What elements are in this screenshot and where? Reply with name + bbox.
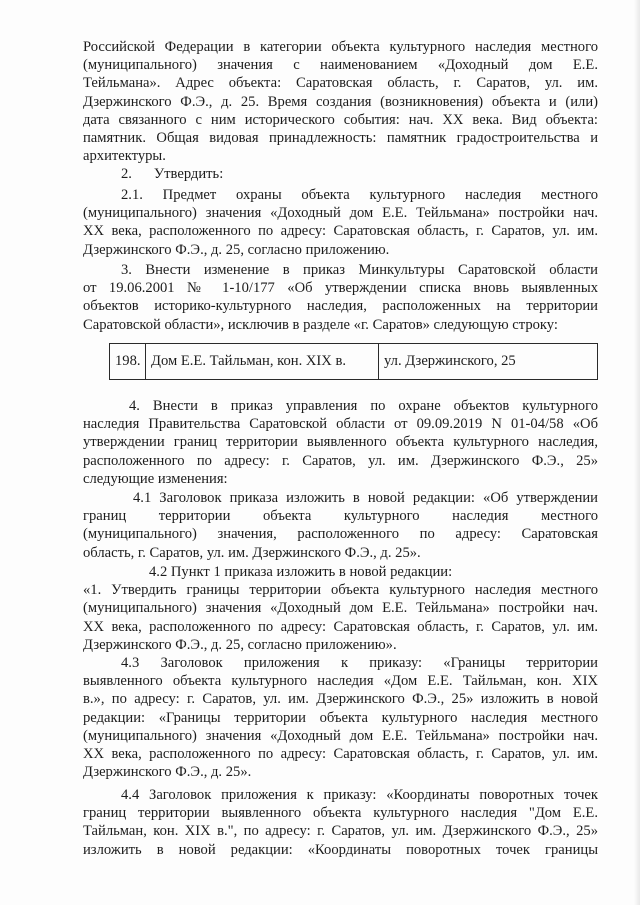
object-name-cell: Дом Е.Е. Тайльман, кон. XIX в. [146, 344, 379, 380]
text-line: дата связанного с ним исторического события: нач. XX века. Вид объекта: [83, 111, 598, 128]
text-line: «1. Утвердить границы территории объекта культурного наследия местного [83, 582, 598, 599]
text-line: XX века, расположенного по адресу: Саратовская область, г. Саратов, ул. им. [83, 746, 598, 763]
text-line: (муниципального) значения «Доходный дом Е.Е. Тейльмана» постройки нач. [83, 727, 598, 744]
text-line: Дзержинского Ф.Э., д. 25. Время создания (возникновения) объекта и (или) [83, 93, 598, 110]
text-line: 2.1. Предмет охраны объекта культурного наследия местного [121, 187, 598, 203]
text-line: Дзержинского Ф.Э., д. 25». [83, 764, 252, 781]
text-line: 2. Утвердить: [121, 166, 224, 182]
text-line: область, г. Саратов, ул. им. Дзержинского Ф.Э., д. 25». [83, 544, 421, 561]
text-line: утверждении границ территории выявленного объекта культурного наследия, [83, 434, 598, 451]
text-line: Российской Федерации в категории объекта культурного наследия местного [83, 39, 598, 55]
text-line: выявленного объекта культурного наследия «Дом Е.Е. Тайльман, кон. XIX [83, 673, 598, 690]
text-line: Саратовской области», исключив в разделе «г. Саратов» следующую строку: [83, 316, 558, 333]
text-line: Тейльмана». Адрес объекта: Саратовская область, г. Саратов, ул. им. [83, 75, 598, 92]
paragraph-item-2 [83, 165, 598, 183]
text-line: 4.4 Заголовок приложения к приказу: «Координаты поворотных точек [121, 787, 598, 803]
paragraph-object-description [83, 38, 598, 165]
text-line: расположенного по адресу: г. Саратов, ул. им. Дзержинского Ф.Э., 25» [83, 452, 598, 469]
text-line: следующие изменения: [83, 470, 228, 487]
text-line: редакции: «Границы территории объекта культурного наследия местного [83, 709, 598, 726]
text-line: границ территории объекта культурного наследия местного [83, 508, 598, 525]
object-address-cell: ул. Дзержинского, 25 [379, 344, 598, 380]
text-line: наследия Правительства Саратовской области от 09.09.2019 N 01-04/58 «Об [83, 416, 598, 433]
text-line: Тайльман, кон. XIX в.", по адресу: г. Саратов, ул. им. Дзержинского Ф.Э., 25» [83, 823, 598, 840]
text-line: 3. Внести изменение в приказ Минкультуры Саратовской области [121, 262, 598, 278]
text-line: архитектуры. [83, 148, 166, 165]
text-line: (муниципального) значения с наименованием «Доходный дом Е.Е. [83, 57, 598, 74]
text-line: 4.2 Пункт 1 приказа изложить в новой редакции: [149, 564, 453, 580]
paragraph-item-2-1 [83, 186, 598, 259]
text-line: XX века, расположенного по адресу: Саратовская область, г. Саратов, ул. им. [83, 618, 598, 635]
text-line: в.», по адресу: г. Саратов, ул. им. Дзержинского Ф.Э., 25» изложить в новой [83, 691, 598, 708]
text-line: Дзержинского Ф.Э., д. 25, согласно приложению. [83, 241, 390, 258]
paragraph-item-4-3 [83, 654, 598, 781]
text-line: Дзержинского Ф.Э., д. 25, согласно приложению». [83, 636, 397, 653]
scan-edge-shadow [634, 0, 640, 905]
paragraph-item-4-1 [83, 489, 598, 562]
excluded-row-table [109, 343, 598, 380]
text-line: от 19.06.2001 № 1-10/177 «Об утверждении списка вновь выявленных [83, 280, 598, 297]
text-line: памятник. Общая видовая принадлежность: памятник градостроительства и [83, 130, 598, 147]
text-line: (муниципального) значения, расположенного по адресу: Саратовская [83, 526, 598, 543]
text-line: 4. Внести в приказ управления по охране объектов культурного [129, 398, 598, 414]
text-line: (муниципального) значения «Доходный дом Е.Е. Тейльмана» постройки нач. [83, 205, 598, 222]
text-line: границ территории выявленного объекта культурного наследия "Дом Е.Е. [83, 805, 598, 822]
paragraph-item-4-2 [83, 563, 598, 654]
paragraph-item-4-4 [83, 786, 598, 859]
text-line: XX века, расположенного по адресу: Саратовская область, г. Саратов, ул. им. [83, 223, 598, 240]
row-number-cell: 198. [110, 344, 146, 380]
text-line: изложить в новой редакции: «Координаты поворотных точек границы [83, 841, 598, 858]
table-row [110, 344, 598, 380]
text-line: 4.1 Заголовок приказа изложить в новой редакции: «Об утверждении [133, 490, 598, 506]
paragraph-item-4 [83, 397, 598, 488]
text-line: 4.3 Заголовок приложения к приказу: «Границы территории [121, 655, 598, 671]
text-line: объектов историко-культурного наследия, расположенных на территории [83, 298, 598, 315]
text-line: (муниципального) значения «Доходный дом Е.Е. Тейльмана» постройки нач. [83, 600, 598, 617]
paragraph-item-3 [83, 261, 598, 334]
